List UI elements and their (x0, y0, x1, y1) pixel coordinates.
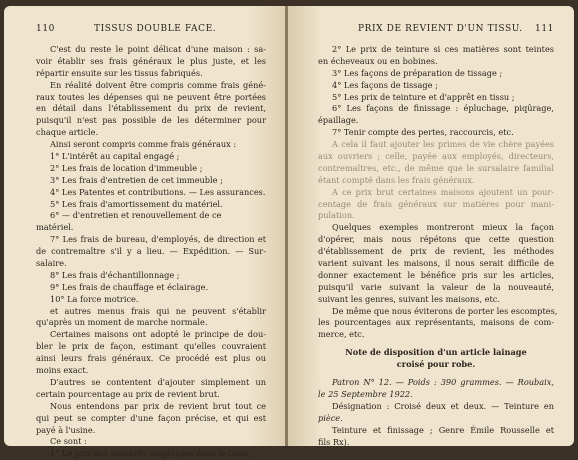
left-page-text (36, 44, 266, 460)
text-line: 8° Les frais d'échantillonnage ; (50, 269, 180, 280)
text-line: qui peut se compter d'une façon précise, et qui est (36, 412, 266, 423)
text-line: 3° Les frais d'entretien de cet immeuble ; (50, 174, 223, 185)
text-line: 7° Tenir compte des pertes, raccourcis, etc. (332, 127, 514, 138)
text-line: répartir ensuite sur les tissus fabriqués. (36, 67, 203, 78)
text-line: de contremaître s'il y a lieu. — Expédition. — Sur- (36, 246, 266, 257)
text-line: certain pourcentage au prix de revient brut. (36, 388, 220, 399)
text-line: 3° Les façons de préparation de tissage ; (332, 67, 503, 78)
teinture-continuation: fils Rx). (318, 436, 350, 447)
text-line: étant compté dans les frais généraux. (318, 174, 475, 185)
right-page-number: 111 (535, 24, 554, 34)
text-line: De même que nous éviterons de porter les escomptes, (332, 305, 558, 316)
text-line: Certaines maisons ont adopté le principe de dou- (50, 329, 266, 340)
text-line: donner exactement le bénéfice pris sur les articles, (318, 269, 554, 280)
text-line: 7° Les frais de bureau, d'employés, de direction et (50, 234, 266, 245)
designation-line: Désignation : Croisé deux et deux. — Teinture en (332, 400, 554, 411)
patron-line: Patron N° 12. — Poids : 390 grammes. — Roubaix, (332, 377, 554, 388)
text-line: varient suivant les maisons, il nous serait difficile de (318, 258, 554, 269)
text-line: Quelques exemples montreront mieux la façon (332, 222, 554, 233)
text-line: épaillage. (318, 115, 359, 126)
text-line: voir établir ses frais généraux le plus juste, et les (36, 55, 266, 66)
text-line: 6° — d'entretien et renouvellement de ce (50, 210, 222, 221)
text-line: Ainsi seront compris comme frais généraux : (50, 139, 237, 150)
right-page (288, 6, 574, 446)
text-line: d'établissement de prix de revient, les méthodes (318, 246, 554, 257)
text-line: 2° Le prix de teinture si ces matières sont teintes (332, 44, 554, 54)
text-line: D'autres se contentent d'ajouter simplement un (50, 376, 266, 387)
left-page (4, 6, 286, 459)
text-line: 1° L'intérêt au capital engagé ; (50, 151, 180, 162)
text-line: A cela il faut ajouter les primes de vie chère payées (332, 139, 554, 150)
text-line: pulation. (318, 210, 355, 221)
text-line: Nous entendons par prix de revient brut tout ce (50, 400, 266, 411)
text-line: 2° Les frais de location d'immeuble ; (50, 162, 203, 173)
text-line: aux ouvriers ; celle, payée aux employés, directeurs, (318, 151, 554, 162)
text-line: payé à l'usine. (36, 424, 96, 435)
text-line: C'est du reste le point délicat d'une maison : sa- (50, 44, 266, 54)
left-page-number: 110 (36, 24, 55, 34)
text-line: et autres menus frais qui ne peuvent s'établir (50, 305, 266, 316)
text-line: 10° La force motrice. (50, 293, 139, 304)
text-line: puisqu'il n'est pas possible de les déterminer pour (36, 115, 266, 126)
text-line: matériel. (36, 222, 74, 233)
left-running-title: TISSUS DOUBLE FACE. (94, 24, 217, 34)
text-line: ainsi leurs frais généraux. Ce procédé est plus ou (36, 353, 266, 364)
text-line: A ce prix brut certaines maisons ajoutent un pour- (332, 186, 554, 197)
text-line: raux toutes les dépenses qui ne peuvent être portées (36, 91, 266, 102)
text-line: 1° Le prix des matières employées dans le tissu ; (50, 448, 254, 459)
designation-continuation: pièce. (318, 412, 343, 423)
text-line: 9° Les frais de chauffage et éclairage. (50, 281, 209, 292)
section-title: Note de disposition d'un article lainage (345, 347, 527, 358)
text-line: d'opérer, mais nous répétons que cette question (318, 234, 554, 245)
text-line: les pourcentages aux représentants, maisons de com- (318, 317, 554, 328)
text-line: centage de frais généraux sur matières pour mani- (318, 198, 554, 209)
text-line: 4° Les Patentes et contributions. — Les assurances. (50, 186, 266, 197)
section-subtitle: croisé pour robe. (396, 359, 476, 370)
text-line: chaque article. (36, 127, 99, 138)
text-line: 6° Les façons de finissage : épluchage, piqûrage, (332, 103, 554, 114)
text-line: contremaîtres, etc., de même que le sursalaire familial (318, 162, 554, 173)
text-line: en détail dans l'établissement du prix de revient, (36, 103, 266, 114)
text-line: merce, etc. (318, 329, 365, 340)
text-line: moins exact. (36, 365, 89, 376)
text-line: puisqu'il varie suivant la valeur de la nouveauté, (318, 281, 554, 292)
right-running-title: PRIX DE REVIENT D'UN TISSU. (358, 24, 523, 34)
text-line: bler le prix de façon, estimant qu'elles couvraient (36, 341, 266, 352)
text-line: 5° Les prix de teinture et d'apprêt en tissu ; (332, 91, 515, 102)
text-line: En réalité doivent être compris comme frais géné- (50, 79, 266, 90)
text-line: 5° Les frais d'amortissement du matériel. (50, 198, 223, 209)
text-line: salaire. (36, 258, 67, 269)
text-line: 4° Les façons de tissage ; (332, 79, 438, 90)
teinture-line: Teinture et finissage ; Genre Émile Rousselle et (332, 424, 554, 435)
patron-date-line: le 25 Septembre 1922. (318, 388, 413, 399)
right-page-text (318, 44, 558, 448)
text-line: qu'après un moment de marche normale. (36, 317, 208, 328)
text-line: Ce sont : (50, 436, 87, 447)
text-line: en écheveaux ou en bobines. (318, 55, 438, 66)
text-line: suivant les genres, suivant les maisons, etc. (318, 293, 500, 304)
